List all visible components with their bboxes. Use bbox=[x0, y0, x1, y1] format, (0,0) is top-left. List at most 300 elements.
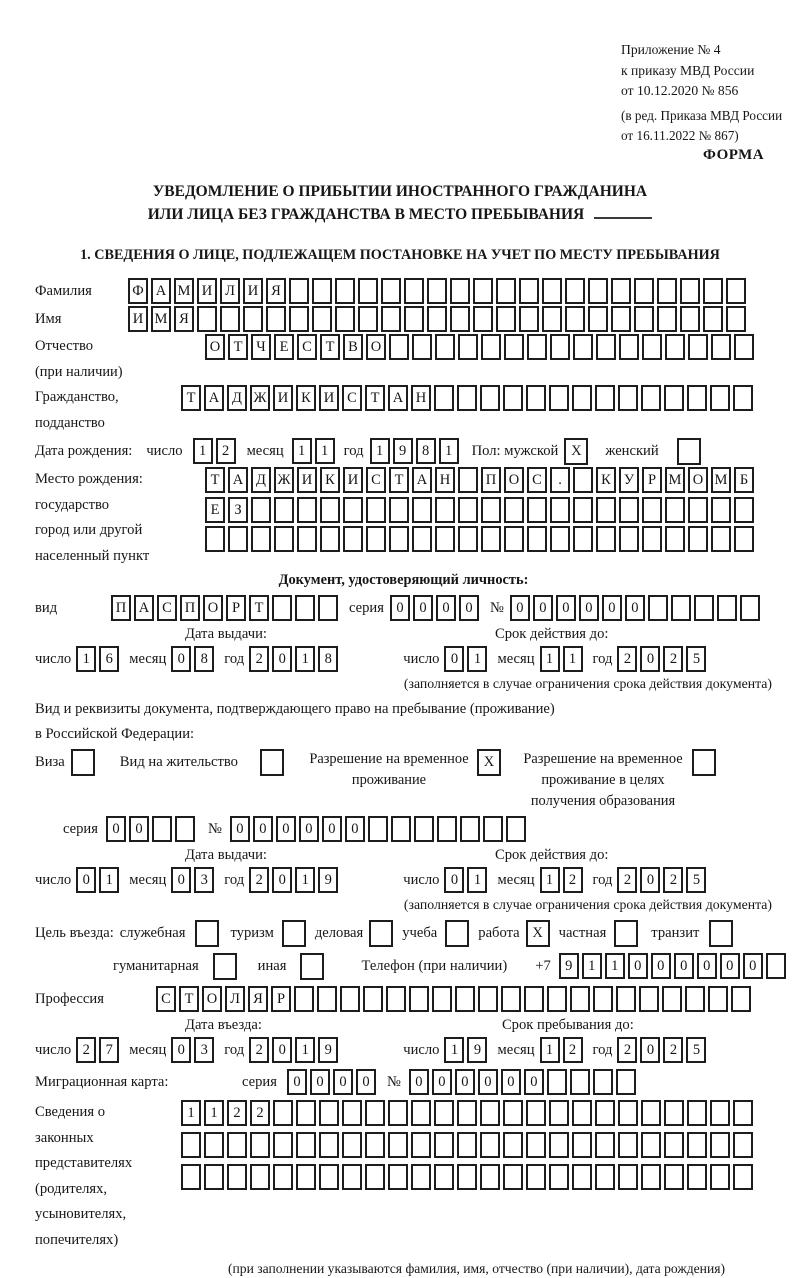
char-cell[interactable] bbox=[289, 278, 309, 304]
char-cell[interactable] bbox=[664, 1164, 684, 1190]
char-cell[interactable] bbox=[731, 986, 751, 1012]
char-cell[interactable]: О bbox=[205, 334, 225, 360]
char-cell[interactable] bbox=[363, 986, 383, 1012]
char-cell[interactable]: 0 bbox=[459, 595, 479, 621]
char-cell[interactable] bbox=[634, 306, 654, 332]
char-cell[interactable]: 1 bbox=[370, 438, 390, 464]
char-cell[interactable] bbox=[734, 334, 754, 360]
char-cell[interactable]: 0 bbox=[436, 595, 456, 621]
char-cell[interactable]: 1 bbox=[467, 867, 487, 893]
char-cell[interactable]: П bbox=[180, 595, 200, 621]
char-cell[interactable] bbox=[542, 306, 562, 332]
char-cell[interactable] bbox=[527, 334, 547, 360]
char-cell[interactable] bbox=[619, 526, 639, 552]
char-cell[interactable] bbox=[412, 526, 432, 552]
char-cell[interactable] bbox=[692, 749, 716, 776]
char-cell[interactable]: 1 bbox=[292, 438, 312, 464]
char-cell[interactable] bbox=[228, 526, 248, 552]
char-cell[interactable]: 1 bbox=[295, 867, 315, 893]
char-cell[interactable] bbox=[457, 1164, 477, 1190]
char-cell[interactable]: Я bbox=[174, 306, 194, 332]
char-cell[interactable]: 0 bbox=[444, 646, 464, 672]
char-cell[interactable] bbox=[616, 986, 636, 1012]
char-cell[interactable]: П bbox=[481, 467, 501, 493]
char-cell[interactable] bbox=[550, 497, 570, 523]
char-cell[interactable]: Ж bbox=[250, 385, 270, 411]
char-cell[interactable] bbox=[766, 953, 786, 979]
char-cell[interactable]: 0 bbox=[628, 953, 648, 979]
char-cell[interactable] bbox=[708, 986, 728, 1012]
char-cell[interactable] bbox=[641, 385, 661, 411]
char-cell[interactable]: А bbox=[388, 385, 408, 411]
char-cell[interactable] bbox=[688, 497, 708, 523]
char-cell[interactable] bbox=[434, 1132, 454, 1158]
char-cell[interactable]: Р bbox=[226, 595, 246, 621]
char-cell[interactable]: 1 bbox=[540, 867, 560, 893]
char-cell[interactable] bbox=[734, 526, 754, 552]
char-cell[interactable] bbox=[204, 1132, 224, 1158]
char-cell[interactable] bbox=[618, 1100, 638, 1126]
char-cell[interactable] bbox=[503, 1164, 523, 1190]
char-cell[interactable] bbox=[319, 1164, 339, 1190]
char-cell[interactable] bbox=[550, 334, 570, 360]
char-cell[interactable] bbox=[312, 278, 332, 304]
char-cell[interactable]: К bbox=[296, 385, 316, 411]
char-cell[interactable]: 1 bbox=[181, 1100, 201, 1126]
char-cell[interactable]: М bbox=[665, 467, 685, 493]
char-cell[interactable]: Т bbox=[179, 986, 199, 1012]
char-cell[interactable]: Н bbox=[411, 385, 431, 411]
char-cell[interactable]: Б bbox=[734, 467, 754, 493]
char-cell[interactable] bbox=[710, 1100, 730, 1126]
char-cell[interactable] bbox=[411, 1132, 431, 1158]
char-cell[interactable] bbox=[642, 526, 662, 552]
char-cell[interactable] bbox=[734, 497, 754, 523]
char-cell[interactable] bbox=[519, 278, 539, 304]
char-cell[interactable] bbox=[457, 385, 477, 411]
char-cell[interactable] bbox=[573, 334, 593, 360]
char-cell[interactable] bbox=[342, 1164, 362, 1190]
char-cell[interactable] bbox=[504, 334, 524, 360]
char-cell[interactable] bbox=[570, 1069, 590, 1095]
char-cell[interactable] bbox=[573, 526, 593, 552]
char-cell[interactable] bbox=[250, 1164, 270, 1190]
char-cell[interactable] bbox=[343, 526, 363, 552]
char-cell[interactable] bbox=[549, 1164, 569, 1190]
char-cell[interactable] bbox=[366, 526, 386, 552]
char-cell[interactable] bbox=[547, 1069, 567, 1095]
char-cell[interactable] bbox=[726, 278, 746, 304]
char-cell[interactable] bbox=[274, 497, 294, 523]
char-cell[interactable]: 2 bbox=[663, 867, 683, 893]
char-cell[interactable] bbox=[572, 1164, 592, 1190]
char-cell[interactable]: У bbox=[619, 467, 639, 493]
char-cell[interactable] bbox=[340, 986, 360, 1012]
char-cell[interactable]: 1 bbox=[605, 953, 625, 979]
char-cell[interactable]: О bbox=[688, 467, 708, 493]
char-cell[interactable]: 0 bbox=[333, 1069, 353, 1095]
char-cell[interactable] bbox=[687, 1164, 707, 1190]
char-cell[interactable] bbox=[273, 1164, 293, 1190]
char-cell[interactable]: 2 bbox=[249, 646, 269, 672]
char-cell[interactable] bbox=[71, 749, 95, 776]
char-cell[interactable] bbox=[297, 526, 317, 552]
char-cell[interactable] bbox=[227, 1132, 247, 1158]
char-cell[interactable] bbox=[596, 334, 616, 360]
char-cell[interactable] bbox=[343, 497, 363, 523]
char-cell[interactable] bbox=[717, 595, 737, 621]
char-cell[interactable] bbox=[411, 1164, 431, 1190]
char-cell[interactable]: И bbox=[128, 306, 148, 332]
char-cell[interactable] bbox=[365, 1132, 385, 1158]
char-cell[interactable] bbox=[503, 1132, 523, 1158]
char-cell[interactable]: 2 bbox=[563, 1037, 583, 1063]
char-cell[interactable]: 2 bbox=[617, 1037, 637, 1063]
char-cell[interactable] bbox=[634, 278, 654, 304]
char-cell[interactable]: И bbox=[319, 385, 339, 411]
char-cell[interactable] bbox=[710, 385, 730, 411]
char-cell[interactable]: 0 bbox=[501, 1069, 521, 1095]
char-cell[interactable] bbox=[289, 306, 309, 332]
char-cell[interactable] bbox=[588, 278, 608, 304]
char-cell[interactable]: Т bbox=[320, 334, 340, 360]
char-cell[interactable] bbox=[381, 306, 401, 332]
char-cell[interactable] bbox=[342, 1100, 362, 1126]
char-cell[interactable] bbox=[317, 986, 337, 1012]
char-cell[interactable] bbox=[710, 1164, 730, 1190]
char-cell[interactable] bbox=[318, 595, 338, 621]
char-cell[interactable] bbox=[388, 1132, 408, 1158]
char-cell[interactable]: 0 bbox=[640, 646, 660, 672]
char-cell[interactable] bbox=[389, 334, 409, 360]
char-cell[interactable] bbox=[648, 595, 668, 621]
char-cell[interactable] bbox=[662, 986, 682, 1012]
char-cell[interactable]: 0 bbox=[409, 1069, 429, 1095]
char-cell[interactable]: И bbox=[273, 385, 293, 411]
char-cell[interactable] bbox=[295, 595, 315, 621]
char-cell[interactable] bbox=[596, 497, 616, 523]
char-cell[interactable]: 3 bbox=[194, 867, 214, 893]
char-cell[interactable] bbox=[369, 920, 393, 947]
char-cell[interactable]: 0 bbox=[322, 816, 342, 842]
char-cell[interactable] bbox=[526, 1132, 546, 1158]
char-cell[interactable]: И bbox=[243, 278, 263, 304]
char-cell[interactable] bbox=[694, 595, 714, 621]
char-cell[interactable] bbox=[335, 278, 355, 304]
char-cell[interactable]: 2 bbox=[563, 867, 583, 893]
char-cell[interactable] bbox=[526, 385, 546, 411]
char-cell[interactable] bbox=[296, 1164, 316, 1190]
char-cell[interactable]: 1 bbox=[76, 646, 96, 672]
char-cell[interactable] bbox=[388, 1164, 408, 1190]
char-cell[interactable] bbox=[457, 1100, 477, 1126]
char-cell[interactable] bbox=[639, 986, 659, 1012]
char-cell[interactable] bbox=[473, 278, 493, 304]
char-cell[interactable] bbox=[181, 1164, 201, 1190]
char-cell[interactable] bbox=[570, 986, 590, 1012]
char-cell[interactable]: 0 bbox=[720, 953, 740, 979]
char-cell[interactable] bbox=[366, 497, 386, 523]
char-cell[interactable]: 8 bbox=[194, 646, 214, 672]
char-cell[interactable] bbox=[496, 278, 516, 304]
char-cell[interactable] bbox=[703, 306, 723, 332]
char-cell[interactable]: К bbox=[596, 467, 616, 493]
char-cell[interactable] bbox=[473, 306, 493, 332]
char-cell[interactable] bbox=[460, 816, 480, 842]
char-cell[interactable] bbox=[480, 1100, 500, 1126]
char-cell[interactable] bbox=[320, 526, 340, 552]
char-cell[interactable]: . bbox=[550, 467, 570, 493]
char-cell[interactable] bbox=[481, 526, 501, 552]
char-cell[interactable]: 8 bbox=[416, 438, 436, 464]
char-cell[interactable] bbox=[319, 1132, 339, 1158]
char-cell[interactable] bbox=[319, 1100, 339, 1126]
char-cell[interactable] bbox=[391, 816, 411, 842]
char-cell[interactable]: С bbox=[297, 334, 317, 360]
char-cell[interactable]: Я bbox=[266, 278, 286, 304]
char-cell[interactable] bbox=[389, 526, 409, 552]
char-cell[interactable]: 1 bbox=[563, 646, 583, 672]
char-cell[interactable] bbox=[619, 334, 639, 360]
char-cell[interactable] bbox=[175, 816, 195, 842]
char-cell[interactable] bbox=[665, 526, 685, 552]
char-cell[interactable] bbox=[496, 306, 516, 332]
char-cell[interactable] bbox=[404, 278, 424, 304]
char-cell[interactable]: 0 bbox=[272, 1037, 292, 1063]
char-cell[interactable]: А bbox=[151, 278, 171, 304]
char-cell[interactable] bbox=[680, 306, 700, 332]
char-cell[interactable]: 1 bbox=[467, 646, 487, 672]
char-cell[interactable] bbox=[711, 497, 731, 523]
char-cell[interactable]: X bbox=[526, 920, 550, 947]
char-cell[interactable] bbox=[296, 1100, 316, 1126]
char-cell[interactable] bbox=[296, 1132, 316, 1158]
char-cell[interactable]: П bbox=[111, 595, 131, 621]
char-cell[interactable]: 0 bbox=[390, 595, 410, 621]
char-cell[interactable]: 5 bbox=[686, 867, 706, 893]
char-cell[interactable] bbox=[480, 1132, 500, 1158]
char-cell[interactable]: 0 bbox=[640, 1037, 660, 1063]
char-cell[interactable] bbox=[677, 438, 701, 465]
char-cell[interactable] bbox=[181, 1132, 201, 1158]
char-cell[interactable] bbox=[687, 1132, 707, 1158]
char-cell[interactable] bbox=[642, 334, 662, 360]
char-cell[interactable] bbox=[618, 1132, 638, 1158]
char-cell[interactable]: 3 bbox=[194, 1037, 214, 1063]
char-cell[interactable]: 2 bbox=[76, 1037, 96, 1063]
char-cell[interactable]: 1 bbox=[582, 953, 602, 979]
char-cell[interactable] bbox=[409, 986, 429, 1012]
char-cell[interactable] bbox=[526, 1100, 546, 1126]
char-cell[interactable] bbox=[710, 1132, 730, 1158]
char-cell[interactable]: 0 bbox=[356, 1069, 376, 1095]
char-cell[interactable]: 7 bbox=[99, 1037, 119, 1063]
char-cell[interactable]: 2 bbox=[617, 867, 637, 893]
char-cell[interactable] bbox=[300, 953, 324, 980]
char-cell[interactable] bbox=[665, 497, 685, 523]
char-cell[interactable] bbox=[152, 816, 172, 842]
char-cell[interactable]: 1 bbox=[540, 646, 560, 672]
char-cell[interactable]: 2 bbox=[227, 1100, 247, 1126]
char-cell[interactable]: А bbox=[412, 467, 432, 493]
char-cell[interactable]: 1 bbox=[444, 1037, 464, 1063]
char-cell[interactable] bbox=[335, 306, 355, 332]
char-cell[interactable] bbox=[504, 497, 524, 523]
char-cell[interactable]: А bbox=[204, 385, 224, 411]
char-cell[interactable] bbox=[641, 1100, 661, 1126]
char-cell[interactable]: Р bbox=[642, 467, 662, 493]
char-cell[interactable]: 2 bbox=[663, 646, 683, 672]
char-cell[interactable] bbox=[272, 595, 292, 621]
char-cell[interactable] bbox=[458, 467, 478, 493]
char-cell[interactable] bbox=[455, 986, 475, 1012]
char-cell[interactable] bbox=[688, 334, 708, 360]
char-cell[interactable] bbox=[445, 920, 469, 947]
char-cell[interactable] bbox=[549, 1132, 569, 1158]
char-cell[interactable]: X bbox=[564, 438, 588, 465]
char-cell[interactable]: 6 bbox=[99, 646, 119, 672]
char-cell[interactable] bbox=[435, 334, 455, 360]
char-cell[interactable]: Д bbox=[227, 385, 247, 411]
char-cell[interactable] bbox=[404, 306, 424, 332]
char-cell[interactable] bbox=[616, 1069, 636, 1095]
char-cell[interactable] bbox=[688, 526, 708, 552]
char-cell[interactable]: 2 bbox=[249, 867, 269, 893]
char-cell[interactable] bbox=[685, 986, 705, 1012]
char-cell[interactable]: Л bbox=[225, 986, 245, 1012]
char-cell[interactable] bbox=[641, 1132, 661, 1158]
char-cell[interactable] bbox=[197, 306, 217, 332]
char-cell[interactable] bbox=[480, 1164, 500, 1190]
char-cell[interactable]: 1 bbox=[99, 867, 119, 893]
char-cell[interactable] bbox=[503, 385, 523, 411]
char-cell[interactable] bbox=[481, 334, 501, 360]
char-cell[interactable]: 0 bbox=[432, 1069, 452, 1095]
char-cell[interactable]: 1 bbox=[295, 646, 315, 672]
char-cell[interactable]: 0 bbox=[602, 595, 622, 621]
char-cell[interactable] bbox=[412, 334, 432, 360]
char-cell[interactable]: 0 bbox=[640, 867, 660, 893]
char-cell[interactable] bbox=[711, 526, 731, 552]
char-cell[interactable] bbox=[450, 306, 470, 332]
char-cell[interactable] bbox=[506, 816, 526, 842]
char-cell[interactable] bbox=[611, 278, 631, 304]
char-cell[interactable] bbox=[595, 1164, 615, 1190]
char-cell[interactable] bbox=[389, 497, 409, 523]
char-cell[interactable]: 1 bbox=[204, 1100, 224, 1126]
char-cell[interactable]: 0 bbox=[625, 595, 645, 621]
char-cell[interactable] bbox=[273, 1100, 293, 1126]
char-cell[interactable] bbox=[483, 816, 503, 842]
char-cell[interactable] bbox=[671, 595, 691, 621]
char-cell[interactable]: 0 bbox=[171, 867, 191, 893]
char-cell[interactable] bbox=[519, 306, 539, 332]
char-cell[interactable]: 8 bbox=[318, 646, 338, 672]
char-cell[interactable]: 9 bbox=[393, 438, 413, 464]
char-cell[interactable]: 0 bbox=[272, 867, 292, 893]
char-cell[interactable]: 0 bbox=[478, 1069, 498, 1095]
char-cell[interactable]: Н bbox=[435, 467, 455, 493]
char-cell[interactable] bbox=[619, 497, 639, 523]
char-cell[interactable]: 0 bbox=[345, 816, 365, 842]
char-cell[interactable]: Т bbox=[228, 334, 248, 360]
char-cell[interactable] bbox=[294, 986, 314, 1012]
char-cell[interactable] bbox=[726, 306, 746, 332]
char-cell[interactable] bbox=[642, 497, 662, 523]
char-cell[interactable] bbox=[478, 986, 498, 1012]
char-cell[interactable]: Ф bbox=[128, 278, 148, 304]
char-cell[interactable]: С bbox=[156, 986, 176, 1012]
char-cell[interactable] bbox=[664, 1100, 684, 1126]
char-cell[interactable] bbox=[381, 278, 401, 304]
char-cell[interactable] bbox=[595, 1100, 615, 1126]
char-cell[interactable] bbox=[412, 497, 432, 523]
char-cell[interactable] bbox=[618, 1164, 638, 1190]
char-cell[interactable] bbox=[458, 526, 478, 552]
char-cell[interactable]: Я bbox=[248, 986, 268, 1012]
char-cell[interactable] bbox=[657, 306, 677, 332]
char-cell[interactable] bbox=[251, 497, 271, 523]
char-cell[interactable] bbox=[733, 1100, 753, 1126]
char-cell[interactable]: 0 bbox=[230, 816, 250, 842]
char-cell[interactable]: О bbox=[202, 986, 222, 1012]
char-cell[interactable]: 0 bbox=[651, 953, 671, 979]
char-cell[interactable] bbox=[687, 385, 707, 411]
char-cell[interactable] bbox=[733, 1164, 753, 1190]
char-cell[interactable] bbox=[365, 1164, 385, 1190]
char-cell[interactable] bbox=[665, 334, 685, 360]
char-cell[interactable] bbox=[273, 1132, 293, 1158]
char-cell[interactable] bbox=[572, 385, 592, 411]
char-cell[interactable]: 0 bbox=[272, 646, 292, 672]
char-cell[interactable]: 0 bbox=[674, 953, 694, 979]
char-cell[interactable]: 0 bbox=[171, 646, 191, 672]
char-cell[interactable] bbox=[733, 1132, 753, 1158]
char-cell[interactable] bbox=[358, 306, 378, 332]
char-cell[interactable] bbox=[432, 986, 452, 1012]
char-cell[interactable]: 5 bbox=[686, 1037, 706, 1063]
char-cell[interactable]: 0 bbox=[533, 595, 553, 621]
char-cell[interactable] bbox=[709, 920, 733, 947]
char-cell[interactable] bbox=[687, 1100, 707, 1126]
char-cell[interactable]: А bbox=[228, 467, 248, 493]
char-cell[interactable]: С bbox=[527, 467, 547, 493]
char-cell[interactable]: 9 bbox=[318, 867, 338, 893]
char-cell[interactable] bbox=[549, 1100, 569, 1126]
char-cell[interactable] bbox=[282, 920, 306, 947]
char-cell[interactable] bbox=[434, 385, 454, 411]
char-cell[interactable]: 1 bbox=[439, 438, 459, 464]
char-cell[interactable]: Е bbox=[205, 497, 225, 523]
char-cell[interactable] bbox=[565, 278, 585, 304]
char-cell[interactable] bbox=[297, 497, 317, 523]
char-cell[interactable] bbox=[320, 497, 340, 523]
char-cell[interactable]: 1 bbox=[540, 1037, 560, 1063]
char-cell[interactable]: 2 bbox=[216, 438, 236, 464]
char-cell[interactable] bbox=[593, 1069, 613, 1095]
char-cell[interactable]: 1 bbox=[295, 1037, 315, 1063]
char-cell[interactable] bbox=[365, 1100, 385, 1126]
char-cell[interactable]: О bbox=[203, 595, 223, 621]
char-cell[interactable]: 0 bbox=[743, 953, 763, 979]
char-cell[interactable]: 0 bbox=[455, 1069, 475, 1095]
char-cell[interactable] bbox=[703, 278, 723, 304]
char-cell[interactable] bbox=[504, 526, 524, 552]
char-cell[interactable]: 2 bbox=[250, 1100, 270, 1126]
char-cell[interactable] bbox=[733, 385, 753, 411]
char-cell[interactable]: Р bbox=[271, 986, 291, 1012]
char-cell[interactable]: 9 bbox=[467, 1037, 487, 1063]
